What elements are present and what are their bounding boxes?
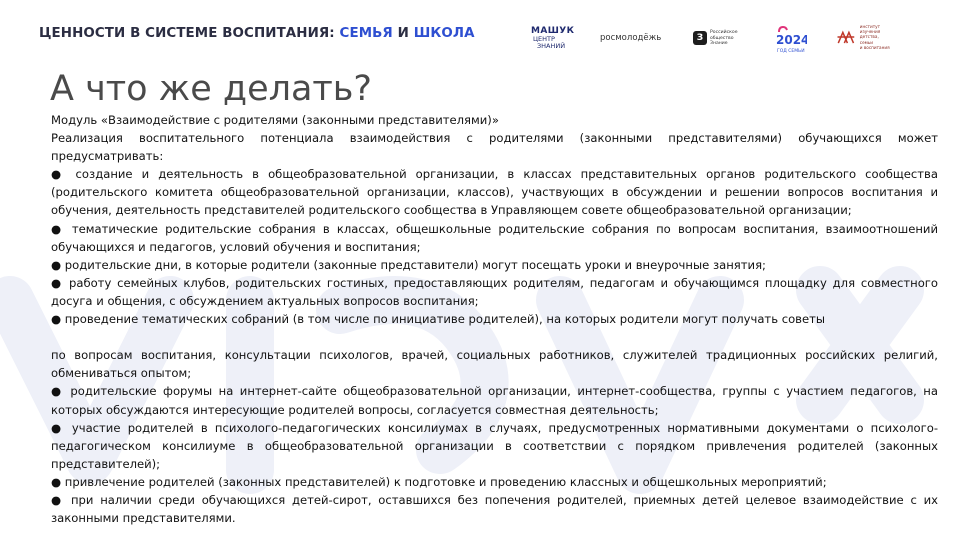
znanie-logo-text [710, 30, 738, 47]
institute-logo-text [860, 24, 892, 50]
list-item: ● родительские форумы на интернет-сайте общеобразовательной организации, интернет-сообщества, группы с участием педагогов, на которых обсуждаются интересующие родителей вопросы, согласуется совместная деятельность; [51, 384, 938, 417]
slide-body [51, 111, 938, 527]
year-of-family-logo [773, 26, 807, 58]
list-item: ● участие родителей в психолого-педагогических консилиумах в случаях, предусмотренных нормативными документами о психолого-педагогическом консилиуме в общеобразовательной организации в соответствии с порядком привлечения родителей (законных представителей); [51, 420, 938, 471]
znanie-logo [693, 30, 738, 47]
institute-logo [836, 24, 892, 50]
intro-paragraph: Реализация воспитательного потенциала взаимодействия с родителями (законными представителями) обучающихся может предусматривать: [51, 131, 938, 164]
mashuk-logo-line2: ЦЕНТР [533, 35, 555, 43]
year-caption: ГОД СЕМЬИ [777, 49, 805, 54]
rosmolodezh-logo: росмолодёжь [600, 33, 662, 43]
mashuk-logo-line1: МАШУК [531, 26, 575, 36]
znanie-logo-line1: Российское [710, 30, 738, 35]
header-title-prefix: ЦЕННОСТИ В СИСТЕМЕ ВОСПИТАНИЯ: [39, 26, 335, 41]
page-title: А что же делать? [50, 69, 373, 109]
list-item: ● тематические родительские собрания в классах, общешкольные родительские собрания по вопросам воспитания, взаимоотношений обучающихся и педагогов, условий обучения и воспитания; [51, 221, 938, 254]
year-number: 2024 [776, 33, 807, 47]
module-line: Модуль «Взаимодействие с родителями (законными представителями)» [51, 113, 499, 127]
list-item: ● родительские дни, в которые родители (законные представители) могут посещать уроки и внеурочные занятия; [51, 257, 766, 272]
institute-logo-line3: и воспитания [859, 44, 890, 50]
presentation-header-title [39, 26, 475, 41]
mashuk-logo-line3: ЗНАНИЙ [537, 41, 566, 50]
institute-logo-line2: детства, семьи [859, 34, 879, 45]
list-item-continuation: по вопросам воспитания, консультации психологов, врачей, социальных работников, служителей традиционных российских религий, обмениваться опытом; [51, 348, 938, 381]
institute-emblem-icon [836, 25, 856, 49]
list-item: ● создание и деятельность в общеобразовательной организации, в классах представительных органов родительского сообщества (родительского комитета общеобразовательной организации, классов), участвующих в обсуждении и решении вопросов воспитания и обучения, деятельность представителей родительского сообщества в Управляющем совете общеобразовательной организации; [51, 167, 938, 218]
list-item: ● работу семейных клубов, родительских гостиных, предоставляющих родителям, педагогам и обучающимся площадку для совместного досуга и общения, с обсуждением актуальных вопросов воспитания; [51, 275, 938, 308]
list-item: ● при наличии среди обучающихся детей-сирот, оставшихся без попечения родителей, приемных детей целевое взаимодействие с их законными представителями. [51, 492, 938, 526]
znanie-logo-mark: З [693, 31, 707, 45]
institute-logo-line1: институт изучения [859, 24, 881, 35]
header-title-school: ШКОЛА [413, 26, 475, 41]
heart-icon [773, 26, 807, 54]
mashuk-logo [531, 27, 574, 49]
paragraph-spacer [51, 328, 938, 346]
header-title-family: СЕМЬЯ [339, 26, 393, 41]
znanie-logo-line3: Знание [710, 41, 728, 47]
list-item: ● проведение тематических собраний (в том числе по инициативе родителей), на которых родители могут получать советы [51, 312, 826, 327]
header-title-conjunction: И [397, 26, 409, 41]
znanie-logo-line2: общество [710, 35, 734, 41]
list-item: ● привлечение родителей (законных представителей) к подготовке и проведению классных и общешкольных мероприятий; [51, 474, 827, 489]
